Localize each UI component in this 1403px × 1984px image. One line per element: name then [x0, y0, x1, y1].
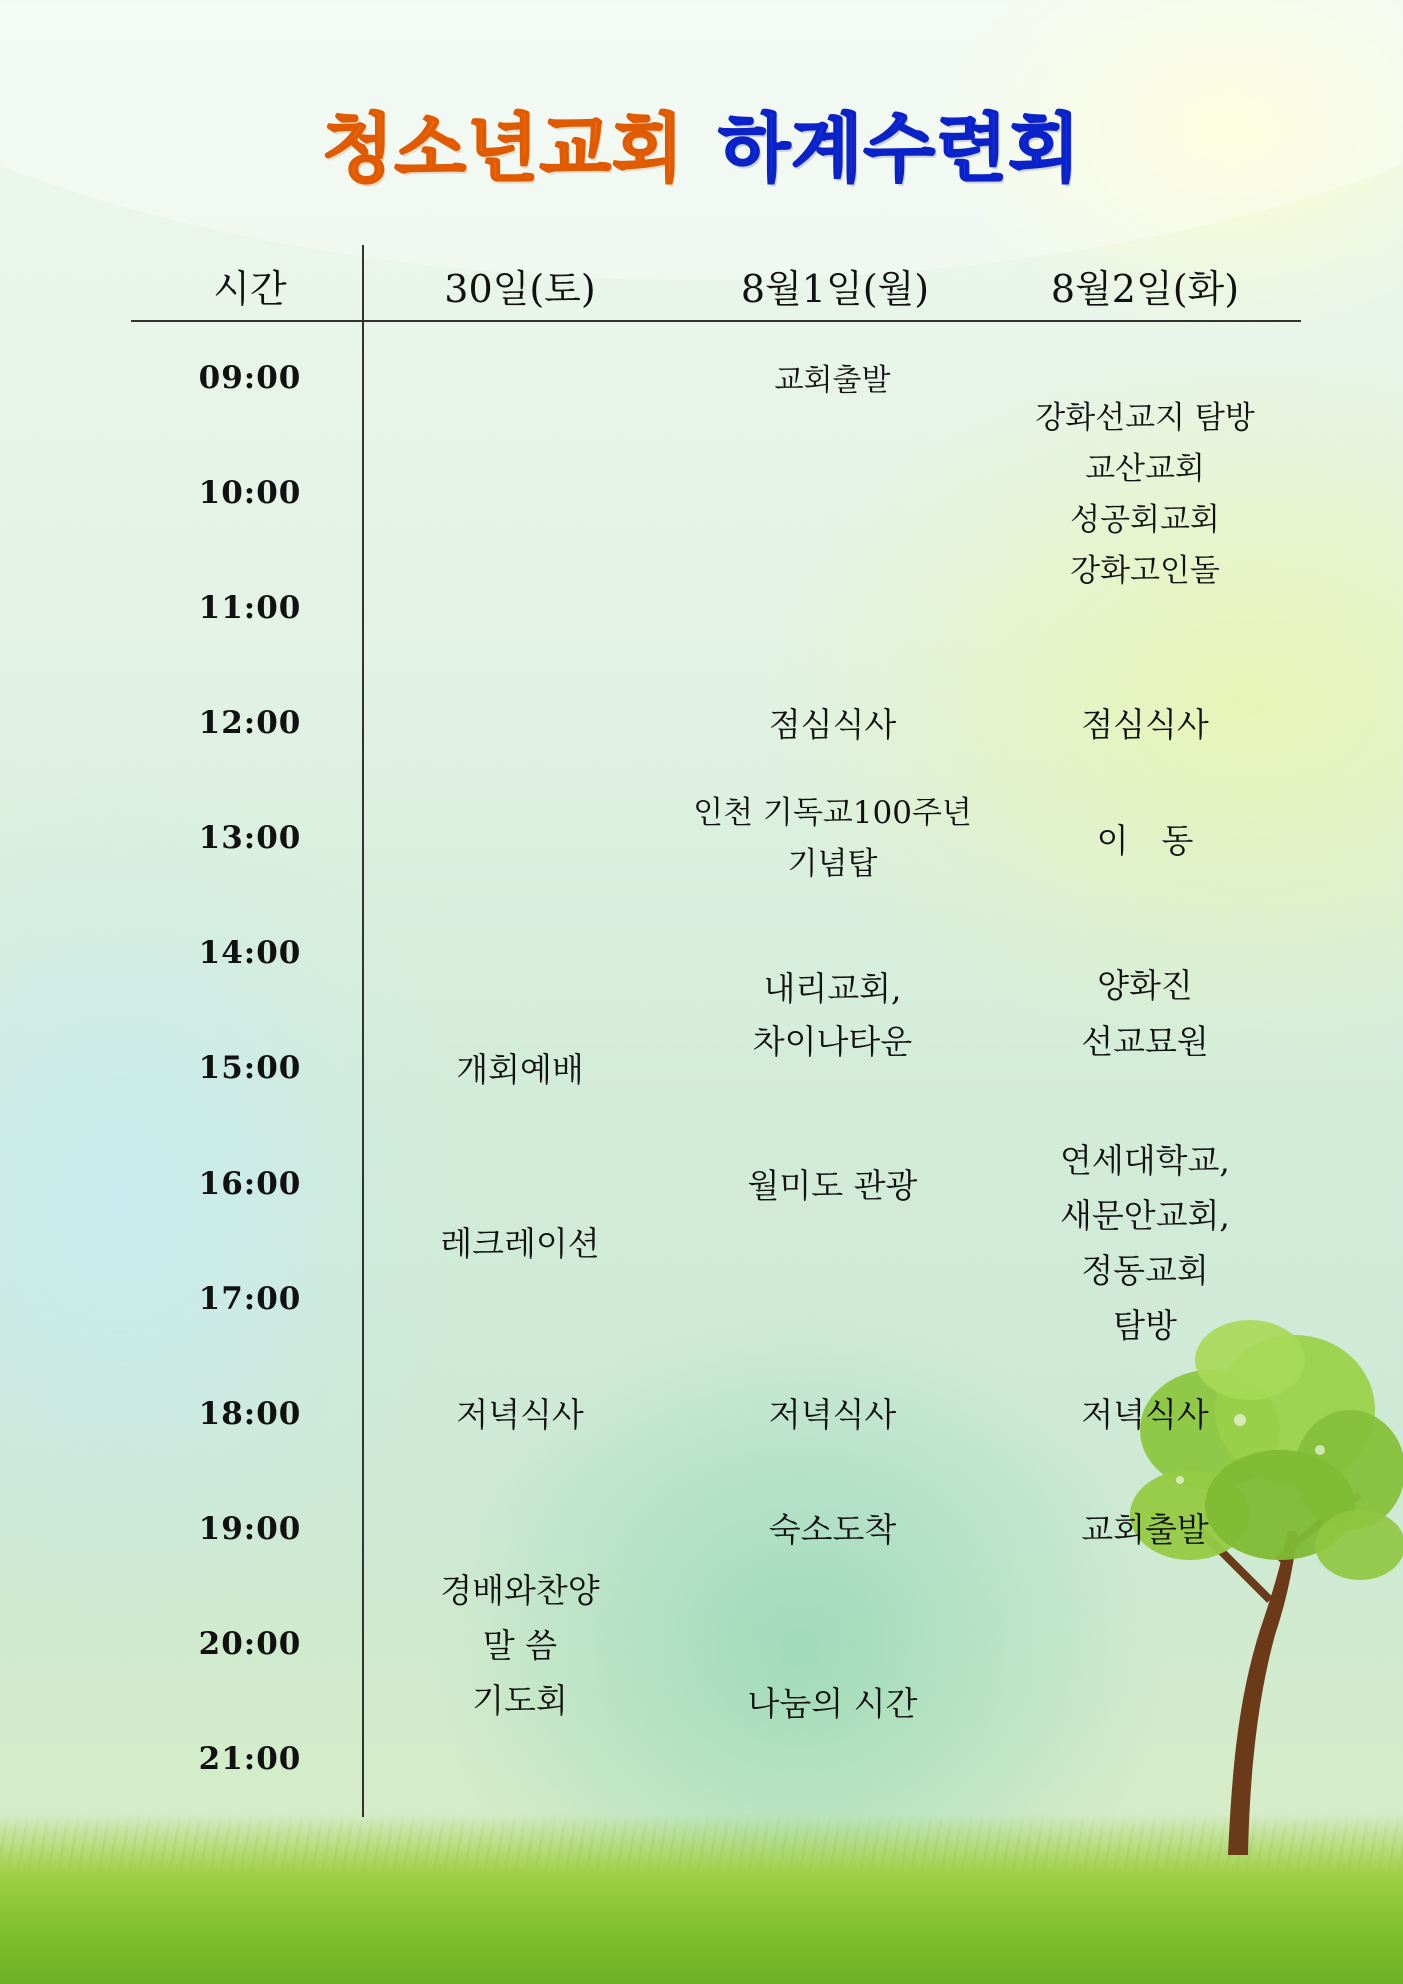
title-part-2: 하계수련회 [718, 106, 1081, 192]
day2-nairi-chinatown [700, 962, 965, 1068]
day2-depart: 교회출발 [774, 363, 891, 398]
day3-move: 이 동 [1096, 821, 1194, 860]
ganghwa-line: 성공회교회 [1070, 502, 1220, 538]
title-part-1: 청소년교회 [322, 106, 685, 192]
day2-lodging-arrival: 숙소도착 [768, 1510, 897, 1549]
yanghwajin-line: 양화진 [1097, 966, 1193, 1005]
time-label: 15:00 [198, 1050, 302, 1086]
ganghwa-line: 강화선교지 탐방 [1035, 400, 1255, 436]
day3-yonsei-tour [1010, 1133, 1280, 1353]
ganghwa-line: 교산교회 [1085, 451, 1205, 487]
time-label: 09:00 [198, 360, 302, 396]
yanghwajin-line: 선교묘원 [1081, 1022, 1209, 1061]
time-label: 17:00 [198, 1281, 302, 1317]
yonsei-line: 탐방 [1113, 1306, 1177, 1345]
incheon-line: 기념탑 [787, 846, 878, 882]
time-label: 16:00 [198, 1166, 302, 1202]
day1-recreation: 레크레이션 [440, 1224, 600, 1263]
day3-lunch: 점심식사 [1081, 705, 1209, 744]
time-label: 13:00 [198, 820, 302, 856]
time-label: 14:00 [198, 935, 302, 971]
evening-line: 경배와찬양 [440, 1571, 600, 1610]
header-day1: 30일(토) [444, 267, 596, 311]
tree-illustration [1120, 1300, 1403, 1860]
day3-ganghwa-tour [1010, 393, 1280, 597]
day2-wolmido-tour: 월미도 관광 [747, 1166, 918, 1205]
time-label: 20:00 [198, 1626, 302, 1662]
header-day3: 8월2일(화) [1050, 267, 1240, 311]
time-label: 12:00 [198, 705, 302, 741]
day3-yanghwajin-cemetery [1010, 958, 1280, 1070]
nairi-line: 내리교회, [763, 969, 902, 1008]
day3-depart: 교회출발 [1081, 1510, 1209, 1549]
day1-opening-worship: 개회예배 [456, 1050, 584, 1089]
day2-dinner: 저녁식사 [768, 1395, 897, 1434]
day2-sharing-time: 나눔의 시간 [747, 1684, 918, 1723]
day3-dinner: 저녁식사 [1081, 1395, 1209, 1434]
nairi-line: 차이나타운 [752, 1022, 913, 1061]
yonsei-line: 정동교회 [1081, 1251, 1209, 1290]
incheon-line: 인천 기독교100주년 [693, 795, 972, 831]
time-label: 10:00 [198, 475, 302, 511]
day2-incheon-monument [680, 788, 985, 890]
day2-lunch: 점심식사 [768, 705, 897, 744]
header-time: 시간 [213, 267, 287, 311]
time-label: 18:00 [198, 1396, 302, 1432]
header-day2: 8월1일(월) [740, 267, 930, 311]
yonsei-line: 새문안교회, [1060, 1196, 1230, 1235]
ganghwa-line: 강화고인돌 [1070, 553, 1220, 589]
time-column-divider [362, 245, 364, 1817]
time-label: 19:00 [198, 1511, 302, 1547]
day1-evening-program [390, 1563, 650, 1728]
evening-line: 기도회 [472, 1681, 568, 1720]
tree-trunk [1228, 1530, 1298, 1855]
time-label: 21:00 [198, 1741, 302, 1777]
page-title [0, 106, 1403, 192]
yonsei-line: 연세대학교, [1060, 1141, 1230, 1180]
header-divider [131, 320, 1301, 322]
day1-dinner: 저녁식사 [456, 1395, 584, 1434]
evening-line: 말 씀 [482, 1626, 558, 1665]
time-label: 11:00 [198, 590, 302, 626]
